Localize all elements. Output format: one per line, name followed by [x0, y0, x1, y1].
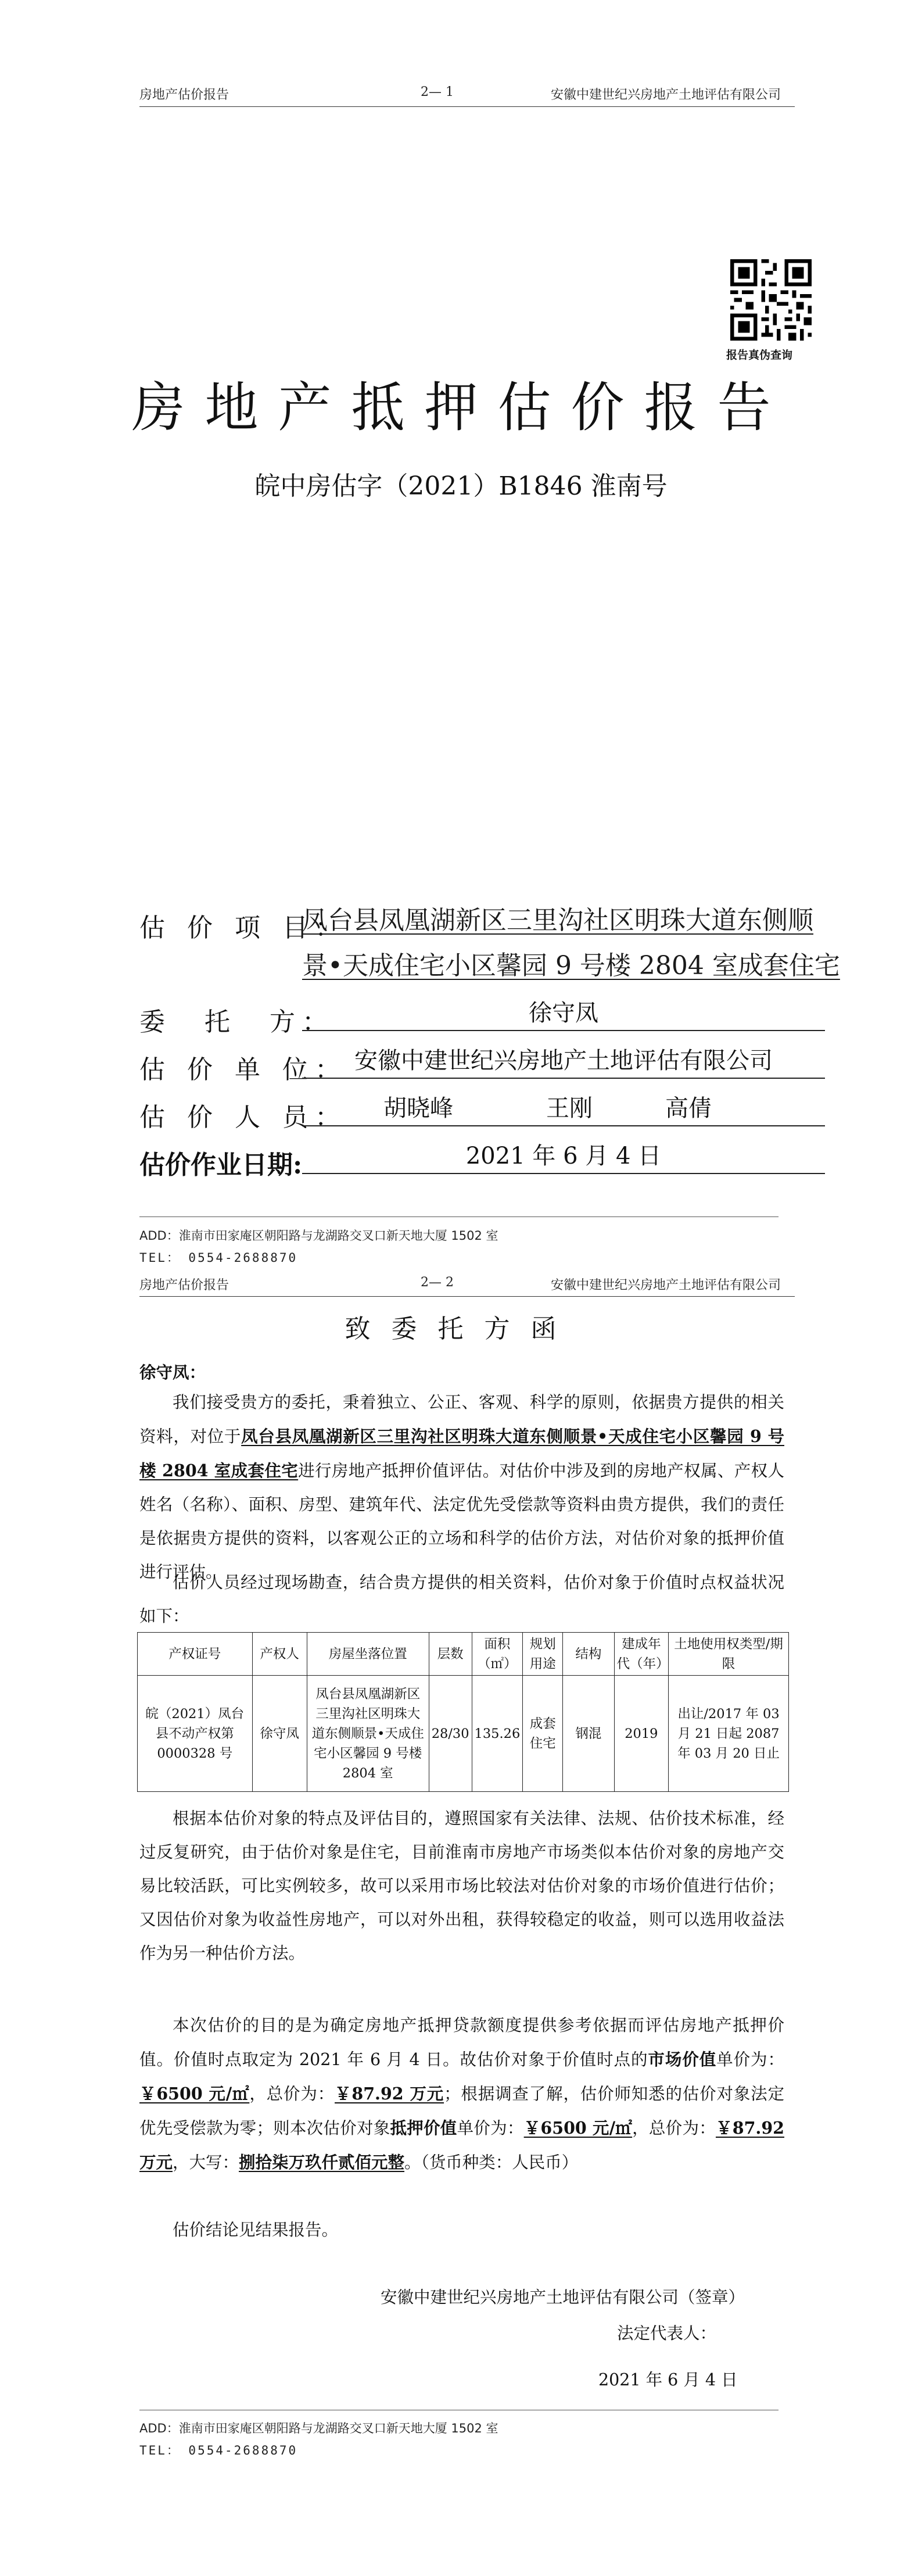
staff-value — [302, 1092, 825, 1126]
letter-title: 致委托方函 — [345, 1314, 577, 1344]
table-cell: 皖（2021）凤台县不动产权第 0000328 号 — [138, 1676, 253, 1792]
table-cell: 28/30 — [429, 1676, 472, 1792]
table-header-cell: 土地使用权类型/期限 — [669, 1633, 789, 1676]
project-line-2: 景•天成住宅小区馨园 9 号楼 2804 室成套住宅 — [302, 951, 840, 981]
mortgage-value-label: 抵押价值 — [390, 2118, 457, 2138]
conclusion-text: ，大写： — [173, 2153, 239, 2172]
conclusion-text: 。（货币种类：人民币） — [404, 2153, 579, 2172]
table-header-cell: 结构 — [563, 1633, 614, 1676]
staff-label: 估 价 人 员： — [139, 1103, 347, 1132]
rights-table — [137, 1632, 789, 1792]
header-rule — [139, 1296, 795, 1297]
table-header-cell: 产权证号 — [138, 1633, 253, 1676]
table-cell: 135.26 — [472, 1676, 523, 1792]
client-value: 徐守凤 — [302, 996, 825, 1031]
staff-name: 王刚 — [546, 1095, 593, 1122]
appraiser-value: 安徽中建世纪兴房地产土地评估有限公司 — [302, 1044, 825, 1079]
amount-in-words: 捌拾柒万玖仟贰佰元整 — [239, 2152, 405, 2172]
footer-address: ADD：淮南市田家庵区朝阳路与龙湖路交叉口新天地大厦 1502 室 — [139, 1229, 498, 1243]
intro-text-b: 进行房地产抵押价值评估。对估价中涉及到的房地产权属、产权人姓名（名称）、面积、房型、建筑年代、法定优先受偿款等资料由贵方提供，我们的责任是依据贵方提供的资料，以客观公正的立场和科学的估价方法，对估价对象的抵押价值进行评估。 — [139, 1461, 784, 1582]
project-line-1: 凤台县凤凰湖新区三里沟社区明珠大道东侧顺 — [302, 906, 813, 935]
conclusion-text: 单价为： — [716, 2050, 784, 2069]
staff-name: 胡晓峰 — [383, 1095, 453, 1122]
header-page-number: 2— 1 — [421, 85, 454, 99]
date-value: 2021 年 6 月 4 日 — [302, 1139, 825, 1174]
table-row — [138, 1676, 789, 1792]
header-page-number: 2— 2 — [421, 1275, 454, 1290]
signature-representative: 法定代表人： — [617, 2324, 717, 2343]
footer-tel: TEL： 0554-2688870 — [139, 2443, 298, 2457]
paragraph-intro — [139, 1386, 784, 1589]
conclusion-text: ，总价为： — [632, 2119, 716, 2138]
market-value-label: 市场价值 — [648, 2049, 717, 2069]
mortgage-total-price: ￥87.92 万元 — [139, 2118, 784, 2172]
table-header-cell: 面积（㎡） — [472, 1633, 523, 1676]
intro-text-a: 我们接受贵方的委托，秉着独立、公正、客观、科学的原则，依据贵方提供的相关资料，对位于 — [139, 1393, 784, 1446]
date-label: 估价作业日期: — [139, 1150, 303, 1180]
report-number: 皖中房估字（2021）B1846 淮南号 — [254, 471, 668, 501]
table-header-cell: 建成年代（年） — [614, 1633, 669, 1676]
conclusion-text: ；根据调查了解，估价师知悉的估价对象法定优先受偿款为零；则本次估价对象 — [139, 2084, 784, 2138]
table-header-cell: 房屋坐落位置 — [307, 1633, 429, 1676]
header-left: 房地产估价报告 — [139, 88, 229, 102]
header-left: 房地产估价报告 — [139, 1278, 229, 1293]
project-label: 估 价 项 目： — [139, 913, 347, 943]
footer-tel: TEL： 0554-2688870 — [139, 1251, 298, 1265]
table-header-cell: 规划用途 — [523, 1633, 563, 1676]
conclusion-text: 本次估价的目的是为确定房地产抵押贷款额度提供参考依据而评估房地产抵押价值。价值时点取定为 2021 年 6 月 4 日。故估价对象于价值时点的 — [139, 2016, 784, 2069]
table-cell: 徐守凤 — [252, 1676, 307, 1792]
paragraph-status: 估价人员经过现场勘查，结合贵方提供的相关资料，估价对象于价值时点权益状况如下： — [139, 1573, 784, 1626]
conclusion-text: ，总价为： — [249, 2084, 335, 2103]
report-title: 房地产抵押估价报告 — [131, 377, 791, 439]
header-right: 安徽中建世纪兴房地产土地评估有限公司 — [551, 88, 781, 102]
staff-name: 高倩 — [665, 1095, 712, 1122]
signature-date: 2021 年 6 月 4 日 — [598, 2370, 738, 2389]
table-header-row — [138, 1633, 789, 1676]
table-cell: 2019 — [614, 1676, 669, 1792]
market-unit-price: ￥6500 元/㎡ — [139, 2084, 250, 2103]
footer-address: ADD：淮南市田家庵区朝阳路与龙湖路交叉口新天地大厦 1502 室 — [139, 2421, 498, 2435]
qr-code-icon — [730, 259, 812, 341]
conclusion-text: 单价为： — [457, 2119, 524, 2138]
table-cell: 出让/2017 年 03 月 21 日起 2087 年 03 月 20 日止 — [669, 1676, 789, 1792]
table-cell: 钢混 — [563, 1676, 614, 1792]
paragraph-conclusion — [139, 2009, 784, 2180]
salutation: 徐守凤： — [139, 1362, 206, 1382]
header-rule — [139, 106, 795, 107]
qr-caption: 报告真伪查询 — [726, 349, 793, 362]
table-cell: 凤台县凤凰湖新区三里沟社区明珠大道东侧顺景•天成住宅小区馨园 9 号楼 2804 室 — [307, 1676, 429, 1792]
paragraph-method: 根据本估价对象的特点及评估目的，遵照国家有关法律、法规、估价技术标准，经过反复研究，由于估价对象是住宅，目前淮南市房地产市场类似本估价对象的房地产交易比较活跃，可比实例较多，故可以采用市场比较法对估价对象的市场价值进行估价；又因估价对象为收益性房地产，可以对外出租，获得较稳定的收益，则可以选用收益法作为另一种估价方法。 — [139, 1809, 784, 1963]
table-header-cell: 产权人 — [252, 1633, 307, 1676]
signature-company: 安徽中建世纪兴房地产土地评估有限公司（签章） — [381, 2288, 745, 2307]
property-location: 凤台县凤凰湖新区三里沟社区明珠大道东侧顺景•天成住宅小区馨园 9 号楼 2804 室成套住宅 — [139, 1426, 784, 1480]
mortgage-unit-price: ￥6500 元/㎡ — [523, 2118, 633, 2138]
client-label: 委 托 方： — [139, 1007, 335, 1037]
table-header-cell: 层数 — [429, 1633, 472, 1676]
table-cell: 成套住宅 — [523, 1676, 563, 1792]
market-total-price: ￥87.92 万元 — [335, 2084, 444, 2103]
paragraph-see-report: 估价结论见结果报告。 — [173, 2220, 339, 2239]
header-right: 安徽中建世纪兴房地产土地评估有限公司 — [551, 1278, 781, 1293]
appraiser-label: 估 价 单 位： — [139, 1055, 347, 1085]
